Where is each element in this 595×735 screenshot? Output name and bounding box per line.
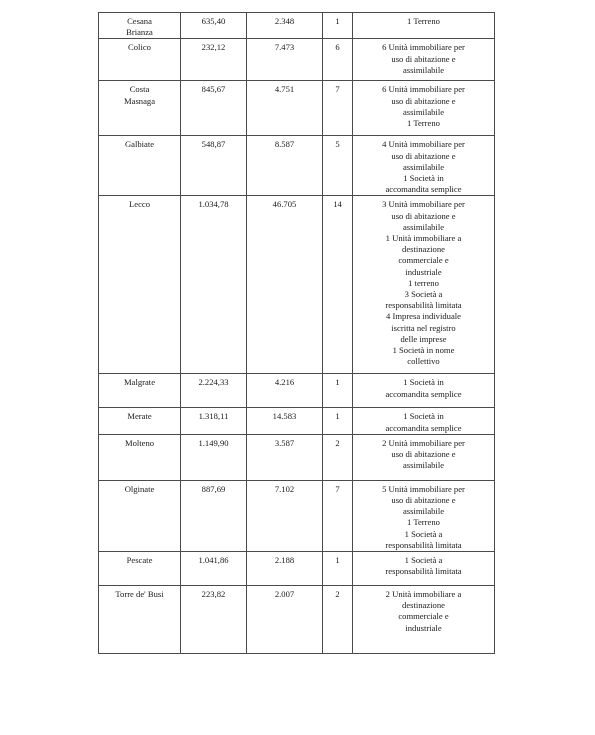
superficie-cell: 845,67 — [181, 81, 247, 136]
comune-cell — [99, 81, 181, 136]
comune-line: Malgrate — [123, 377, 156, 388]
beni-line: 3 Unità immobiliare per — [382, 199, 465, 210]
table-row — [99, 81, 495, 136]
beni-line: uso di abitazione e — [391, 449, 456, 460]
beni-cell — [353, 81, 495, 136]
beni-cell — [353, 408, 495, 434]
abitanti-cell: 2.188 — [247, 552, 323, 586]
table-row — [99, 136, 495, 196]
beni-cell — [353, 39, 495, 81]
numero-cell: 14 — [323, 196, 353, 374]
comune-cell — [99, 374, 181, 408]
comune-line: Pescate — [126, 555, 153, 566]
superficie-cell: 223,82 — [181, 586, 247, 654]
beni-line: industriale — [405, 266, 442, 277]
abitanti-cell: 4.216 — [247, 374, 323, 408]
beni-line: destinazione — [402, 600, 445, 611]
beni-line: uso di abitazione e — [391, 53, 456, 64]
comune-line: Cesana — [127, 16, 152, 26]
beni-line: assimilabile — [402, 64, 445, 75]
beni-line: responsabilità limitata — [385, 566, 462, 577]
superficie-cell: 887,69 — [181, 480, 247, 551]
abitanti-cell: 2.007 — [247, 586, 323, 654]
abitanti-cell: 3.587 — [247, 434, 323, 480]
comune-cell — [99, 39, 181, 81]
superficie-cell: 1.318,11 — [181, 408, 247, 434]
numero-cell: 5 — [323, 136, 353, 196]
beni-line: uso di abitazione e — [391, 95, 456, 106]
beni-line: accomandita semplice — [385, 422, 462, 433]
numero-cell: 1 — [323, 13, 353, 39]
abitanti-cell: 2.348 — [247, 13, 323, 39]
comune-line: Costa — [129, 84, 150, 95]
superficie-cell: 232,12 — [181, 39, 247, 81]
abitanti-cell: 46.705 — [247, 196, 323, 374]
comune-cell — [99, 196, 181, 374]
numero-cell: 2 — [323, 586, 353, 654]
numero-cell: 2 — [323, 434, 353, 480]
beni-line: assimilabile — [402, 161, 445, 172]
beni-line: accomandita semplice — [385, 388, 462, 399]
table-row — [99, 480, 495, 551]
numero-cell: 7 — [323, 81, 353, 136]
beni-line: uso di abitazione e — [391, 495, 456, 506]
numero-cell: 1 — [323, 408, 353, 434]
beni-line: destinazione — [402, 244, 445, 255]
comune-line: Masnaga — [123, 95, 156, 106]
superficie-cell: 1.034,78 — [181, 196, 247, 374]
comune-cell — [99, 408, 181, 434]
beni-line: iscritta nel registro — [391, 322, 456, 333]
comune-line: Colico — [128, 42, 151, 53]
beni-line: uso di abitazione e — [391, 210, 456, 221]
table-row — [99, 13, 495, 39]
beni-line: commerciale e — [398, 255, 449, 266]
table-row — [99, 434, 495, 480]
beni-line: commerciale e — [398, 611, 449, 622]
table-row — [99, 39, 495, 81]
numero-cell: 1 — [323, 552, 353, 586]
comune-line: Galbiate — [124, 139, 155, 150]
numero-cell: 6 — [323, 39, 353, 81]
beni-cell — [353, 552, 495, 586]
beni-line: 6 Unità immobiliare per — [382, 42, 465, 53]
beni-line: 1 Società a — [404, 555, 443, 566]
comune-cell — [99, 13, 181, 39]
comune-cell — [99, 480, 181, 551]
beni-line: 6 Unità immobiliare per — [382, 84, 465, 95]
beni-line: 1 Società in — [403, 377, 444, 388]
beni-line: accomandita semplice — [385, 184, 462, 195]
beni-line: 1 Società in — [403, 411, 444, 422]
superficie-cell: 635,40 — [181, 13, 247, 39]
beni-line: 1 Società in nome — [392, 345, 455, 356]
beni-line: 2 Unità immobiliare a — [385, 589, 462, 600]
beni-line: 1 Società in — [403, 173, 444, 184]
comune-line: Merate — [127, 411, 152, 422]
abitanti-cell: 14.583 — [247, 408, 323, 434]
comuni-table — [98, 12, 495, 654]
beni-line: responsabilità limitata — [385, 539, 462, 550]
beni-line: 1 Società a — [404, 528, 443, 539]
beni-line: delle imprese — [400, 333, 447, 344]
beni-line: 4 Impresa individuale — [386, 311, 461, 322]
comune-line: Molteno — [124, 437, 155, 448]
beni-line: responsabilità limitata — [385, 300, 462, 311]
numero-cell: 1 — [323, 374, 353, 408]
beni-line: 1 Terreno — [407, 118, 440, 129]
abitanti-cell: 8.587 — [247, 136, 323, 196]
beni-line: 1 terreno — [408, 277, 439, 288]
table-row — [99, 374, 495, 408]
superficie-cell: 2.224,33 — [181, 374, 247, 408]
comune-line: Brianza — [126, 27, 153, 38]
table-row — [99, 408, 495, 434]
comune-cell — [99, 434, 181, 480]
beni-line: industriale — [405, 622, 442, 633]
beni-line: 4 Unità immobiliare per — [382, 139, 465, 150]
comune-cell — [99, 586, 181, 654]
beni-cell — [353, 434, 495, 480]
beni-cell — [353, 13, 495, 39]
beni-line: collettivo — [407, 356, 440, 367]
abitanti-cell: 4.751 — [247, 81, 323, 136]
comune-cell — [99, 552, 181, 586]
beni-line: assimilabile — [402, 106, 445, 117]
beni-line: 5 Unità immobiliare per — [382, 483, 465, 494]
beni-line: uso di abitazione e — [391, 150, 456, 161]
abitanti-cell: 7.473 — [247, 39, 323, 81]
beni-line: 1 Terreno — [407, 517, 440, 528]
beni-cell — [353, 136, 495, 196]
numero-cell: 7 — [323, 480, 353, 551]
superficie-cell: 548,87 — [181, 136, 247, 196]
abitanti-cell: 7.102 — [247, 480, 323, 551]
beni-cell — [353, 374, 495, 408]
comune-line: Lecco — [129, 199, 150, 210]
beni-line: assimilabile — [402, 460, 445, 471]
table-row — [99, 196, 495, 374]
beni-line: 1 Terreno — [407, 16, 440, 26]
beni-cell — [353, 196, 495, 374]
table-body — [99, 13, 495, 654]
beni-cell — [353, 480, 495, 551]
comune-line: Torre de' Busi — [115, 589, 164, 600]
table-row — [99, 586, 495, 654]
table-row — [99, 552, 495, 586]
beni-line: 3 Società a — [404, 289, 443, 300]
comune-cell — [99, 136, 181, 196]
beni-line: 1 Unità immobiliare a — [385, 233, 462, 244]
superficie-cell: 1.041,86 — [181, 552, 247, 586]
beni-cell — [353, 586, 495, 654]
beni-line: assimilabile — [402, 221, 445, 232]
beni-line: assimilabile — [402, 506, 445, 517]
comune-line: Olginate — [124, 483, 155, 494]
beni-line: 2 Unità immobiliare per — [382, 437, 465, 448]
superficie-cell: 1.149,90 — [181, 434, 247, 480]
